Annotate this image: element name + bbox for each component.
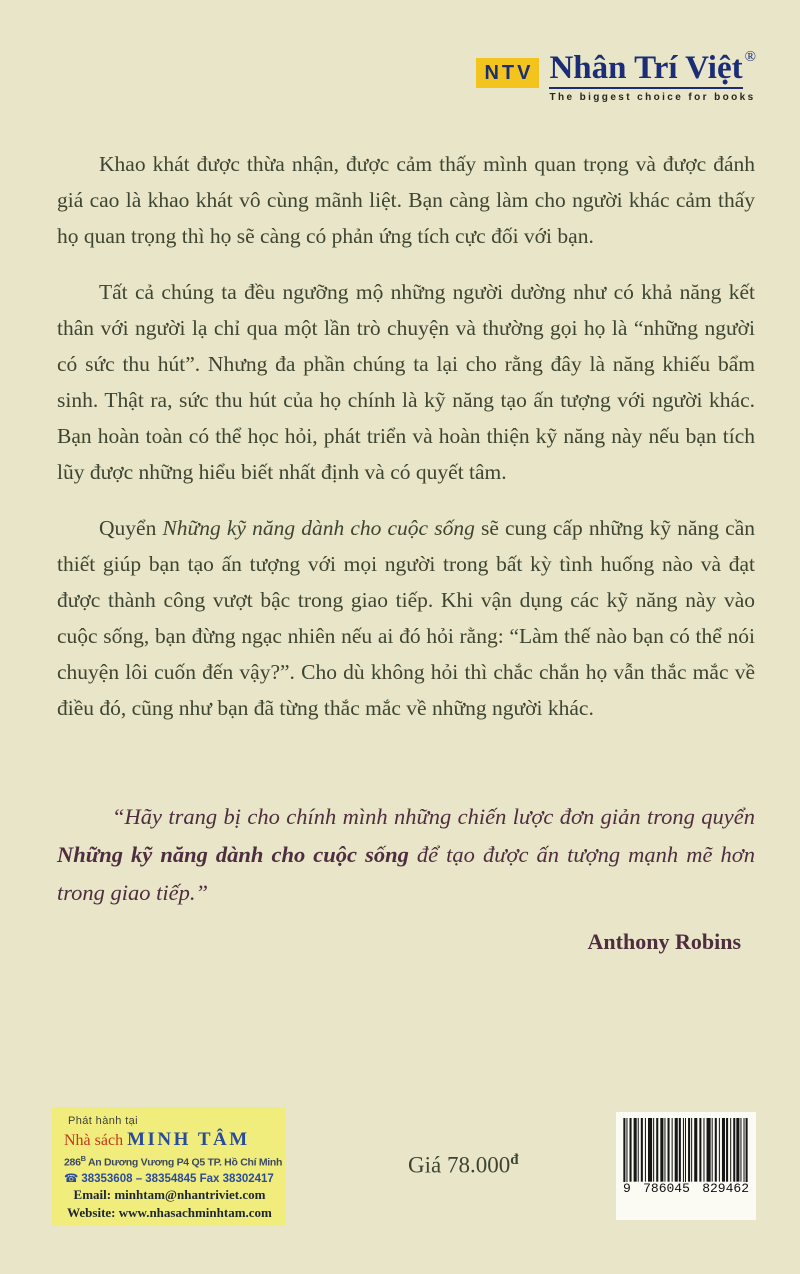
quote-opening: “Hãy trang bị cho chính mình những chiến lược đơn giản trong quyển [112, 804, 755, 829]
distributor-box [52, 1107, 285, 1226]
price-value: 78.000 [446, 1152, 511, 1178]
address-superscript: B [80, 1154, 86, 1163]
brand-tagline: The biggest choice for books [549, 92, 756, 103]
price-currency: đ [510, 1152, 519, 1168]
book-title: Những kỹ năng dành cho cuộc sống [162, 516, 475, 540]
address-number: 286 [64, 1156, 81, 1169]
store-email: Email: minhtam@nhantriviet.com [73, 1186, 266, 1202]
price-label: Giá [408, 1152, 442, 1178]
store-name: MINH TÂM [127, 1129, 250, 1150]
publisher-logo [476, 50, 756, 103]
paragraph-2: Tất cả chúng ta đều ngưỡng mộ những người dường như có khả năng kết thân với người lạ chỉ qua một lần trò chuyện và thường gọi họ là “những người có sức thu hút”. Nhưng đa phần chúng ta lại cho rằng đây là năng khiếu bẩm sinh. Thật ra, sức thu hút của họ chính là kỹ năng tạo ấn tượng với người khác. Bạn hoàn toàn có thể học hỏi, phát triển và hoàn thiện kỹ năng này nếu bạn tích lũy được những hiểu biết nhất định và có quyết tâm. [57, 280, 755, 484]
barcode [616, 1112, 756, 1220]
store-phone-line [64, 1171, 275, 1185]
barcode-number [622, 1182, 750, 1196]
price [408, 1152, 519, 1179]
endorsement-quote [57, 798, 755, 912]
paragraph-3 [57, 510, 755, 726]
phone-icon: ☎ [64, 1172, 79, 1185]
registered-trademark-icon: ® [744, 49, 756, 65]
store-address [64, 1154, 283, 1169]
quote-attribution: Anthony Robins [587, 929, 741, 954]
ntv-badge: NTV [476, 58, 539, 88]
brand-name: Nhân Trí Việt [549, 50, 742, 89]
barcode-group-1: 786045 [643, 1181, 690, 1196]
store-name-line [64, 1129, 275, 1151]
store-prefix: Nhà sách [64, 1132, 124, 1149]
barcode-digit-left: 9 [623, 1181, 631, 1196]
brand-block [549, 50, 756, 103]
paragraph-1: Khao khát được thừa nhận, được cảm thấy mình quan trọng và được đánh giá cao là khao khát vô cùng mãnh liệt. Bạn càng làm cho người khác cảm thấy họ quan trọng thì họ sẽ càng có phản ứng tích cực đối với bạn. [57, 152, 755, 248]
address-rest: An Dương Vương P4 Q5 TP. Hồ Chí Minh [85, 1156, 283, 1169]
paragraph-3-prefix: Quyển [99, 516, 163, 540]
quote-closing: để tạo được ấn tượng mạnh mẽ hơn trong giao tiếp.” [57, 842, 755, 905]
distributed-at-label: Phát hành tại [68, 1115, 139, 1127]
quote-book-title: Những kỹ năng dành cho cuộc sống [57, 842, 409, 867]
back-cover-text [57, 146, 755, 960]
paragraph-3-suffix: sẽ cung cấp những kỹ năng cần thiết giúp bạn tạo ấn tượng với mọi người trong bất kỳ tình huống nào và đạt được thành công vượt bậc trong giao tiếp. Khi vận dụng các kỹ năng này vào cuộc sống, bạn đừng ngạc nhiên nếu ai đó hỏi rằng: “Làm thế nào bạn có thể nói chuyện lôi cuốn đến vậy?”. Cho dù không hỏi thì chắc chắn họ vẫn thắc mắc về điều đó, cũng như bạn đã từng thắc mắc về những người khác. [57, 516, 755, 720]
phone-numbers: 38353608 – 38354845 Fax 38302417 [81, 1172, 274, 1185]
barcode-group-2: 829462 [702, 1181, 749, 1196]
store-website: Website: www.nhasachminhtam.com [67, 1204, 272, 1220]
